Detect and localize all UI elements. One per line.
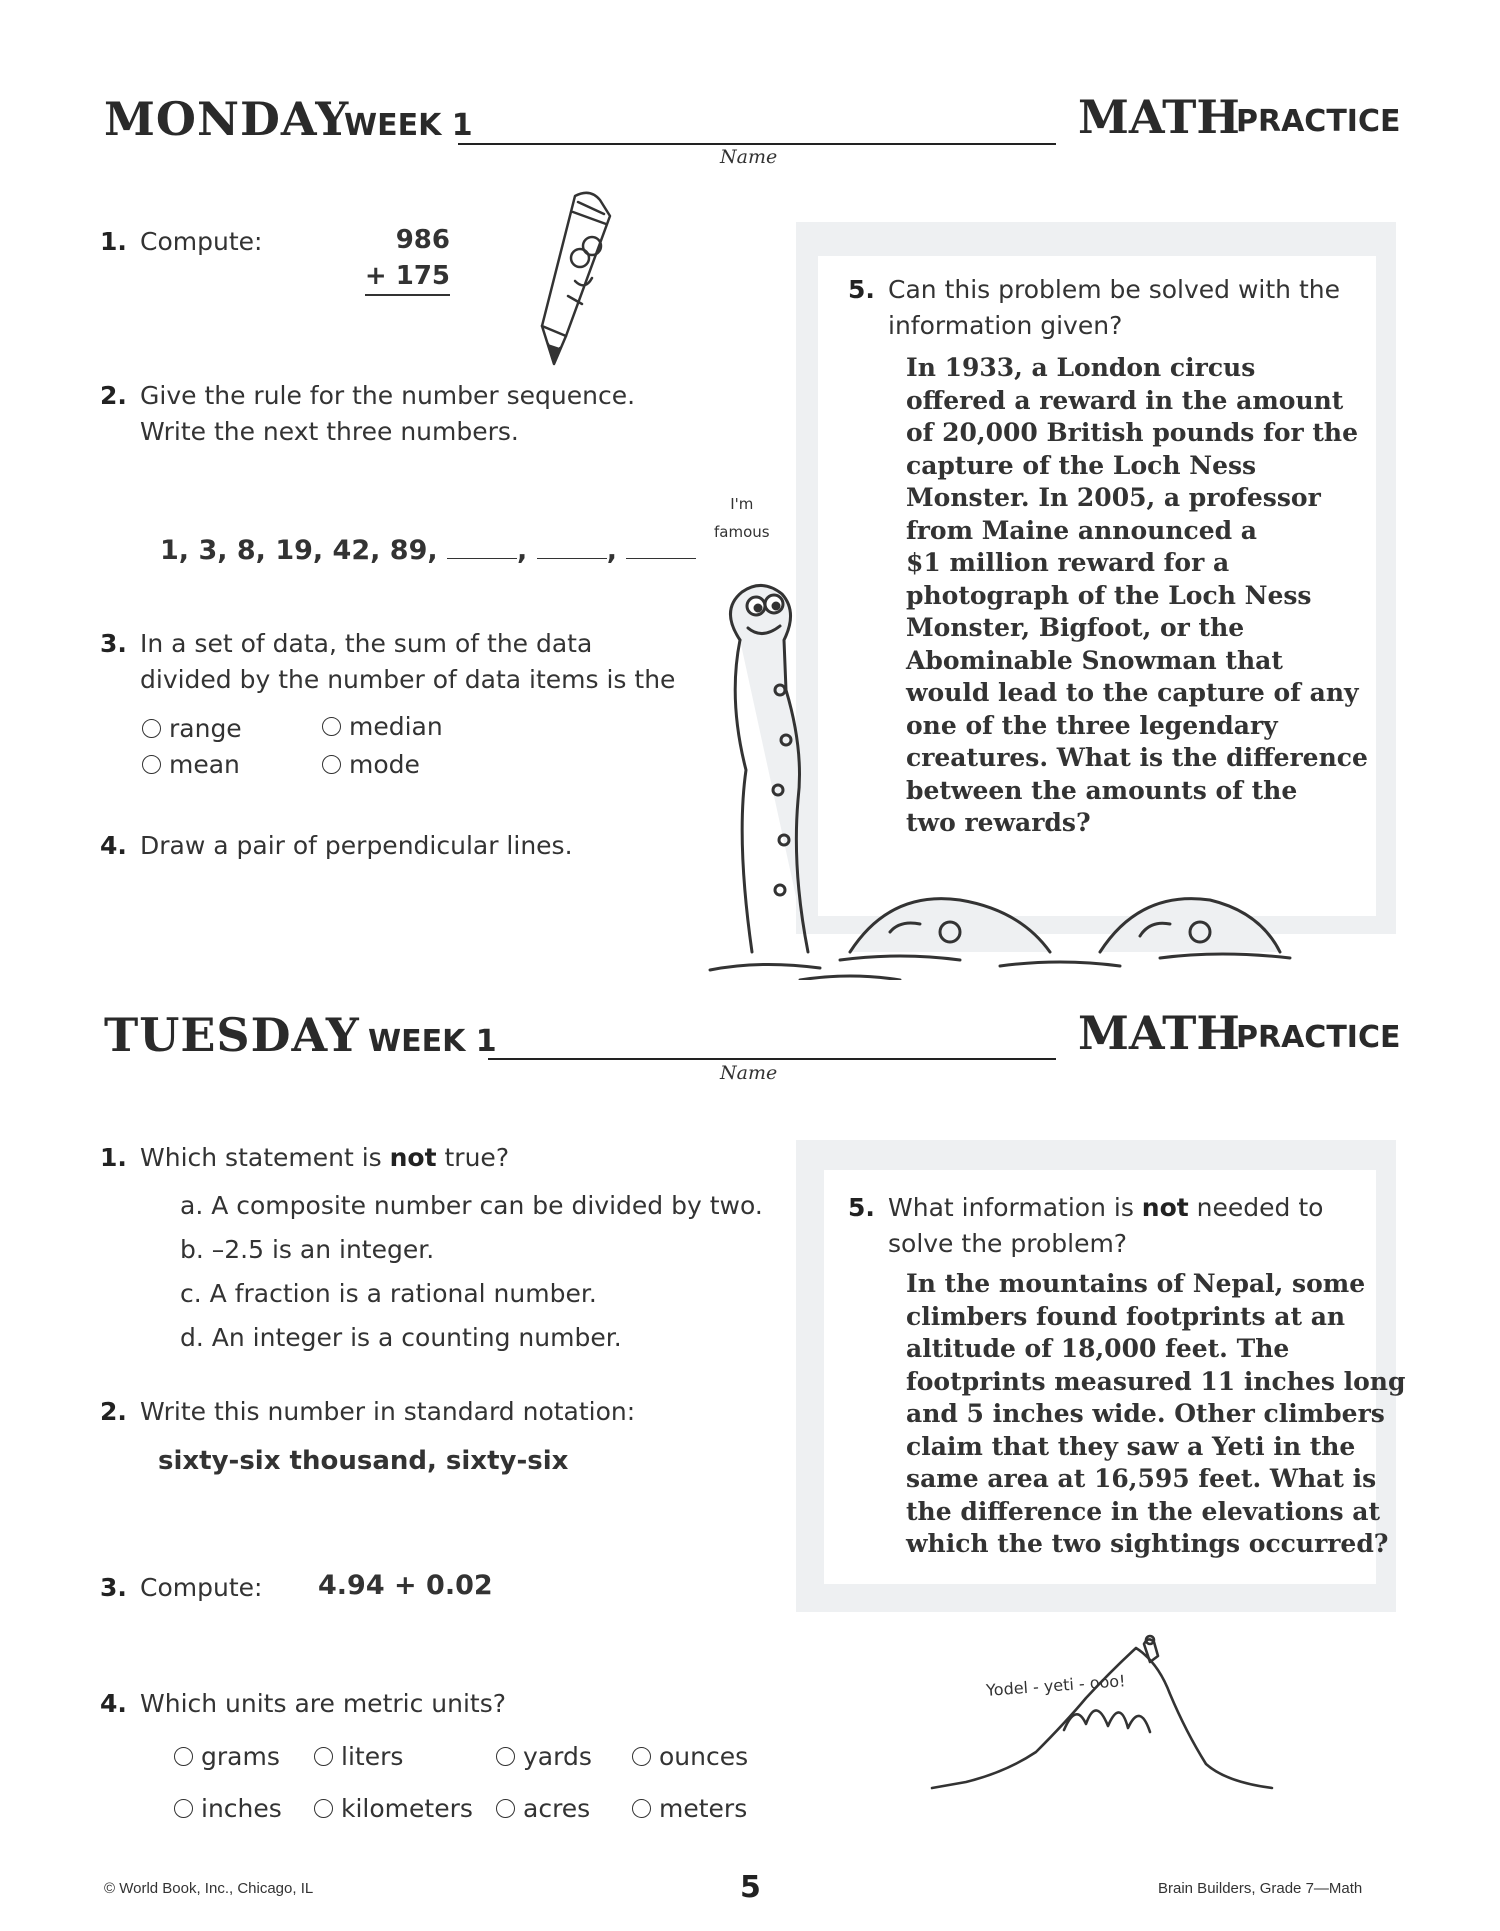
monster-speech xyxy=(714,490,770,546)
option-label: ounces xyxy=(659,1742,749,1771)
story-line: Abominable Snowman that xyxy=(906,645,1283,675)
checkbox-circle[interactable] xyxy=(314,1747,333,1766)
checkbox-circle[interactable] xyxy=(314,1799,333,1818)
tuesday-q5-question xyxy=(848,1190,1323,1262)
story-line: footprints measured 11 inches long xyxy=(906,1366,1406,1396)
story-line: In 1933, a London circus xyxy=(906,353,1256,382)
question-pre: Which statement is xyxy=(140,1143,390,1172)
page-number: 5 xyxy=(740,1870,761,1905)
story-line: capture of the Loch Ness xyxy=(906,450,1257,480)
monday-name-line[interactable] xyxy=(458,143,1056,145)
question-number: 3. xyxy=(100,1573,127,1602)
monday-q4 xyxy=(100,828,573,864)
story-line: which the two sightings occurred? xyxy=(906,1529,1389,1558)
question-text: Compute: xyxy=(140,227,263,256)
story-line: the difference in the elevations at xyxy=(906,1496,1380,1526)
option-label: liters xyxy=(341,1742,404,1771)
question-number: 5. xyxy=(848,275,875,304)
question-number: 1. xyxy=(100,1143,127,1172)
tuesday-title: TUESDAY xyxy=(104,1008,360,1062)
option-label: range xyxy=(169,714,242,743)
question-text: Which units are metric units? xyxy=(140,1689,507,1718)
story-line: altitude of 18,000 feet. The xyxy=(906,1334,1290,1363)
story-line: offered a reward in the amount xyxy=(906,385,1344,415)
monday-week-label: WEEK 1 xyxy=(344,108,473,143)
footer-book-title: Brain Builders, Grade 7—Math xyxy=(1158,1880,1363,1897)
tuesday-q2 xyxy=(100,1394,635,1430)
option-grams[interactable] xyxy=(174,1742,280,1771)
footer-copyright: © World Book, Inc., Chicago, IL xyxy=(104,1880,314,1897)
option-label: inches xyxy=(201,1794,282,1823)
option-label: acres xyxy=(523,1794,591,1823)
question-number: 2. xyxy=(100,381,127,410)
choice-d[interactable]: d. An integer is a counting number. xyxy=(180,1323,622,1352)
question-line2: Write the next three numbers. xyxy=(140,417,519,446)
monday-q5-question xyxy=(848,272,1340,344)
monday-title: MONDAY xyxy=(104,92,350,146)
addend-bottom: + 175 xyxy=(365,258,450,296)
question-emphasis: not xyxy=(1141,1193,1189,1222)
checkbox-circle[interactable] xyxy=(632,1747,651,1766)
tuesday-q3 xyxy=(100,1570,262,1606)
story-line: Monster. In 2005, a professor xyxy=(906,483,1321,512)
monday-q3 xyxy=(100,626,675,698)
question-line1: Can this problem be solved with the xyxy=(888,275,1340,304)
option-label: mode xyxy=(349,750,420,779)
monday-math-label: MATH xyxy=(1078,90,1240,144)
option-acres[interactable] xyxy=(496,1794,590,1823)
option-inches[interactable] xyxy=(174,1794,282,1823)
story-line: claim that they saw a Yeti in the xyxy=(906,1431,1356,1461)
question-number: 2. xyxy=(100,1397,127,1426)
tuesday-week-label: WEEK 1 xyxy=(368,1024,497,1059)
tuesday-q3-expression: 4.94 + 0.02 xyxy=(318,1570,493,1601)
monday-q1-addition xyxy=(350,222,450,296)
monday-practice-label: PRACTICE xyxy=(1236,104,1401,139)
option-yards[interactable] xyxy=(496,1742,592,1771)
speech-line: I'm xyxy=(730,495,754,513)
question-pre: What information is xyxy=(888,1193,1142,1222)
choice-b[interactable]: b. –2.5 is an integer. xyxy=(180,1235,435,1264)
checkbox-circle[interactable] xyxy=(174,1747,193,1766)
question-number: 1. xyxy=(100,227,127,256)
tuesday-q5-story xyxy=(906,1268,1405,1561)
mountain-yeti-illustration xyxy=(926,1632,1286,1802)
checkbox-circle[interactable] xyxy=(174,1799,193,1818)
sequence-values: 1, 3, 8, 19, 42, 89, xyxy=(160,535,438,566)
question-post: true? xyxy=(436,1143,510,1172)
answer-blank-2[interactable] xyxy=(537,534,607,559)
story-line: photograph of the Loch Ness xyxy=(906,580,1312,610)
option-label: mean xyxy=(169,750,240,779)
option-label: grams xyxy=(201,1742,280,1771)
question-line1: Give the rule for the number sequence. xyxy=(140,381,636,410)
addend-top: 986 xyxy=(395,225,450,255)
question-line2: divided by the number of data items is the xyxy=(140,665,676,694)
question-number: 4. xyxy=(100,831,127,860)
question-number: 3. xyxy=(100,629,127,658)
tuesday-q4 xyxy=(100,1686,506,1722)
option-range[interactable] xyxy=(142,714,242,743)
tuesday-math-label: MATH xyxy=(1078,1006,1240,1060)
option-mean[interactable] xyxy=(142,750,240,779)
story-line: from Maine announced a xyxy=(906,515,1258,545)
tuesday-q2-words: sixty-six thousand, sixty-six xyxy=(158,1446,569,1476)
option-label: yards xyxy=(523,1742,592,1771)
speech-line: famous xyxy=(714,523,770,541)
story-line: creatures. What is the difference xyxy=(906,743,1368,772)
question-number: 4. xyxy=(100,1689,127,1718)
question-line1: In a set of data, the sum of the data xyxy=(140,629,593,658)
option-label: median xyxy=(349,712,443,741)
checkbox-circle[interactable] xyxy=(496,1747,515,1766)
radio-circle[interactable] xyxy=(142,755,161,774)
monday-q2-sequence: 1, 3, 8, 19, 42, 89, , , xyxy=(160,534,696,566)
question-line2: solve the problem? xyxy=(888,1229,1128,1258)
story-line: between the amounts of the xyxy=(906,775,1298,805)
choice-c[interactable]: c. A fraction is a rational number. xyxy=(180,1279,597,1308)
radio-circle[interactable] xyxy=(322,717,341,736)
monday-q1 xyxy=(100,224,262,260)
question-text: Write this number in standard notation: xyxy=(140,1397,636,1426)
story-line: and 5 inches wide. Other climbers xyxy=(906,1399,1385,1428)
option-meters[interactable] xyxy=(632,1794,747,1823)
story-line: same area at 16,595 feet. What is xyxy=(906,1464,1377,1493)
question-line2: information given? xyxy=(888,311,1123,340)
answer-blank-3[interactable] xyxy=(626,534,696,559)
tuesday-q1 xyxy=(100,1140,509,1176)
monday-q2 xyxy=(100,378,635,450)
story-line: climbers found footprints at an xyxy=(906,1301,1346,1331)
option-label: kilometers xyxy=(341,1794,473,1823)
tuesday-practice-label: PRACTICE xyxy=(1236,1020,1401,1055)
loch-ness-monster-illustration xyxy=(700,540,1300,980)
option-ounces[interactable] xyxy=(632,1742,748,1771)
tuesday-name-label: Name xyxy=(720,1062,778,1084)
story-line: Monster, Bigfoot, or the xyxy=(906,613,1245,642)
radio-circle[interactable] xyxy=(142,719,161,738)
monday-name-label: Name xyxy=(720,146,778,168)
question-text: Compute: xyxy=(140,1573,263,1602)
story-line: would lead to the capture of any xyxy=(906,678,1359,707)
checkbox-circle[interactable] xyxy=(496,1799,515,1818)
story-line: two rewards? xyxy=(906,808,1091,837)
story-line: $1 million reward for a xyxy=(906,548,1230,577)
option-kilometers[interactable] xyxy=(314,1794,473,1823)
pencil-illustration xyxy=(520,186,630,371)
tuesday-name-line[interactable] xyxy=(488,1058,1056,1060)
tuesday-q1-choices xyxy=(180,1184,763,1360)
story-line: one of the three legendary xyxy=(906,710,1278,740)
story-line: of 20,000 British pounds for the xyxy=(906,418,1359,447)
choice-a[interactable]: a. A composite number can be divided by two. xyxy=(180,1191,763,1220)
option-mode[interactable] xyxy=(322,750,420,779)
yeti-speech: Yodel - yeti - ooo! xyxy=(985,1671,1127,1700)
question-number: 5. xyxy=(848,1193,875,1222)
question-post: needed to xyxy=(1188,1193,1324,1222)
option-median[interactable] xyxy=(322,712,443,741)
answer-blank-1[interactable] xyxy=(447,534,517,559)
checkbox-circle[interactable] xyxy=(632,1799,651,1818)
question-text: Draw a pair of perpendicular lines. xyxy=(140,831,573,860)
story-line: In the mountains of Nepal, some xyxy=(906,1269,1366,1298)
radio-circle[interactable] xyxy=(322,755,341,774)
option-label: meters xyxy=(659,1794,748,1823)
option-liters[interactable] xyxy=(314,1742,403,1771)
question-emphasis: not xyxy=(389,1143,437,1172)
